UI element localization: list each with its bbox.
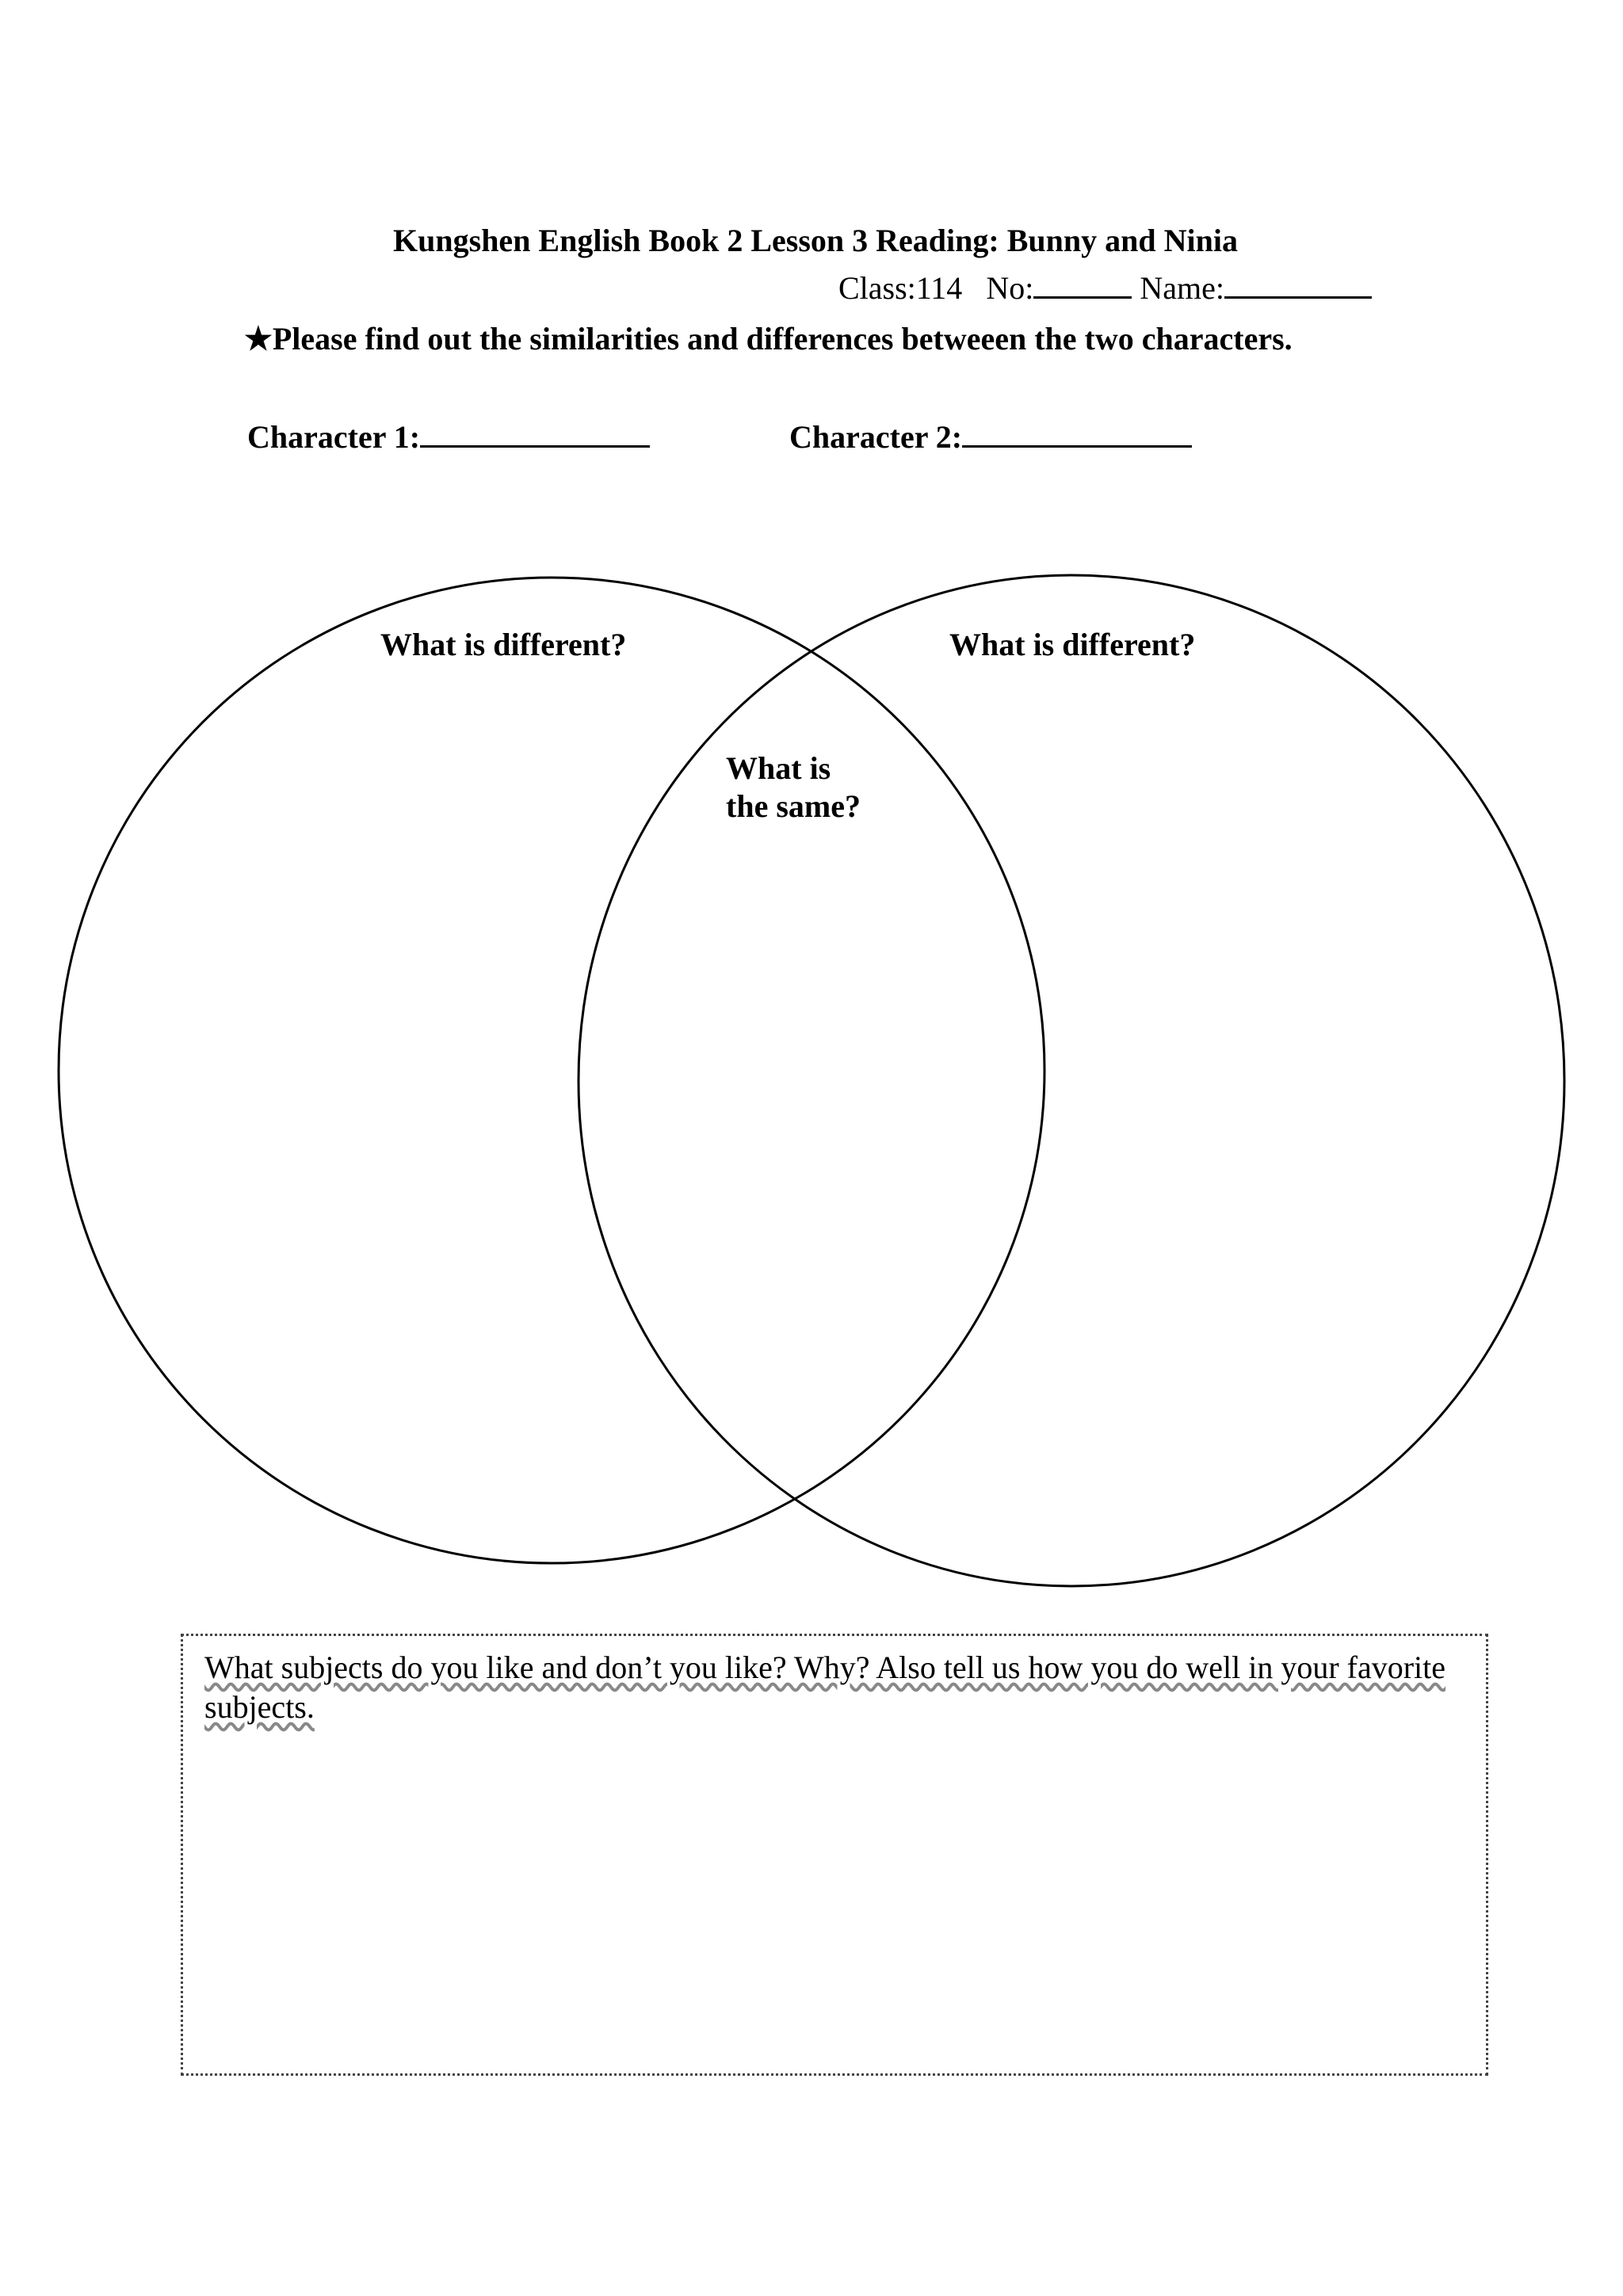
instruction-text: Please find out the similarities and differences betweeen the two characters. (272, 321, 1293, 357)
worksheet-title: Kungshen English Book 2 Lesson 3 Reading: Bunny and Ninia (393, 223, 1238, 258)
no-label: No: (986, 270, 1034, 306)
venn-center-label-line1: What is (726, 750, 831, 786)
venn-center-label-line2: the same? (726, 788, 861, 824)
venn-right-label: What is different? (949, 627, 1196, 662)
writing-prompt: What subjects do you like and don’t you like? Why? Also tell us how you do well in your favorite subjects. (204, 1650, 1446, 1725)
character-1-label: Character 1: (247, 419, 421, 455)
name-label: Name: (1140, 270, 1224, 306)
venn-left-label: What is different? (380, 627, 627, 662)
class-label: Class:114 (838, 270, 963, 306)
venn-left-circle[interactable] (59, 578, 1044, 1563)
venn-center-label (726, 749, 861, 826)
venn-right-circle[interactable] (579, 575, 1564, 1586)
character-2-label: Character 2: (789, 419, 963, 455)
star-icon: ★ (244, 321, 273, 357)
